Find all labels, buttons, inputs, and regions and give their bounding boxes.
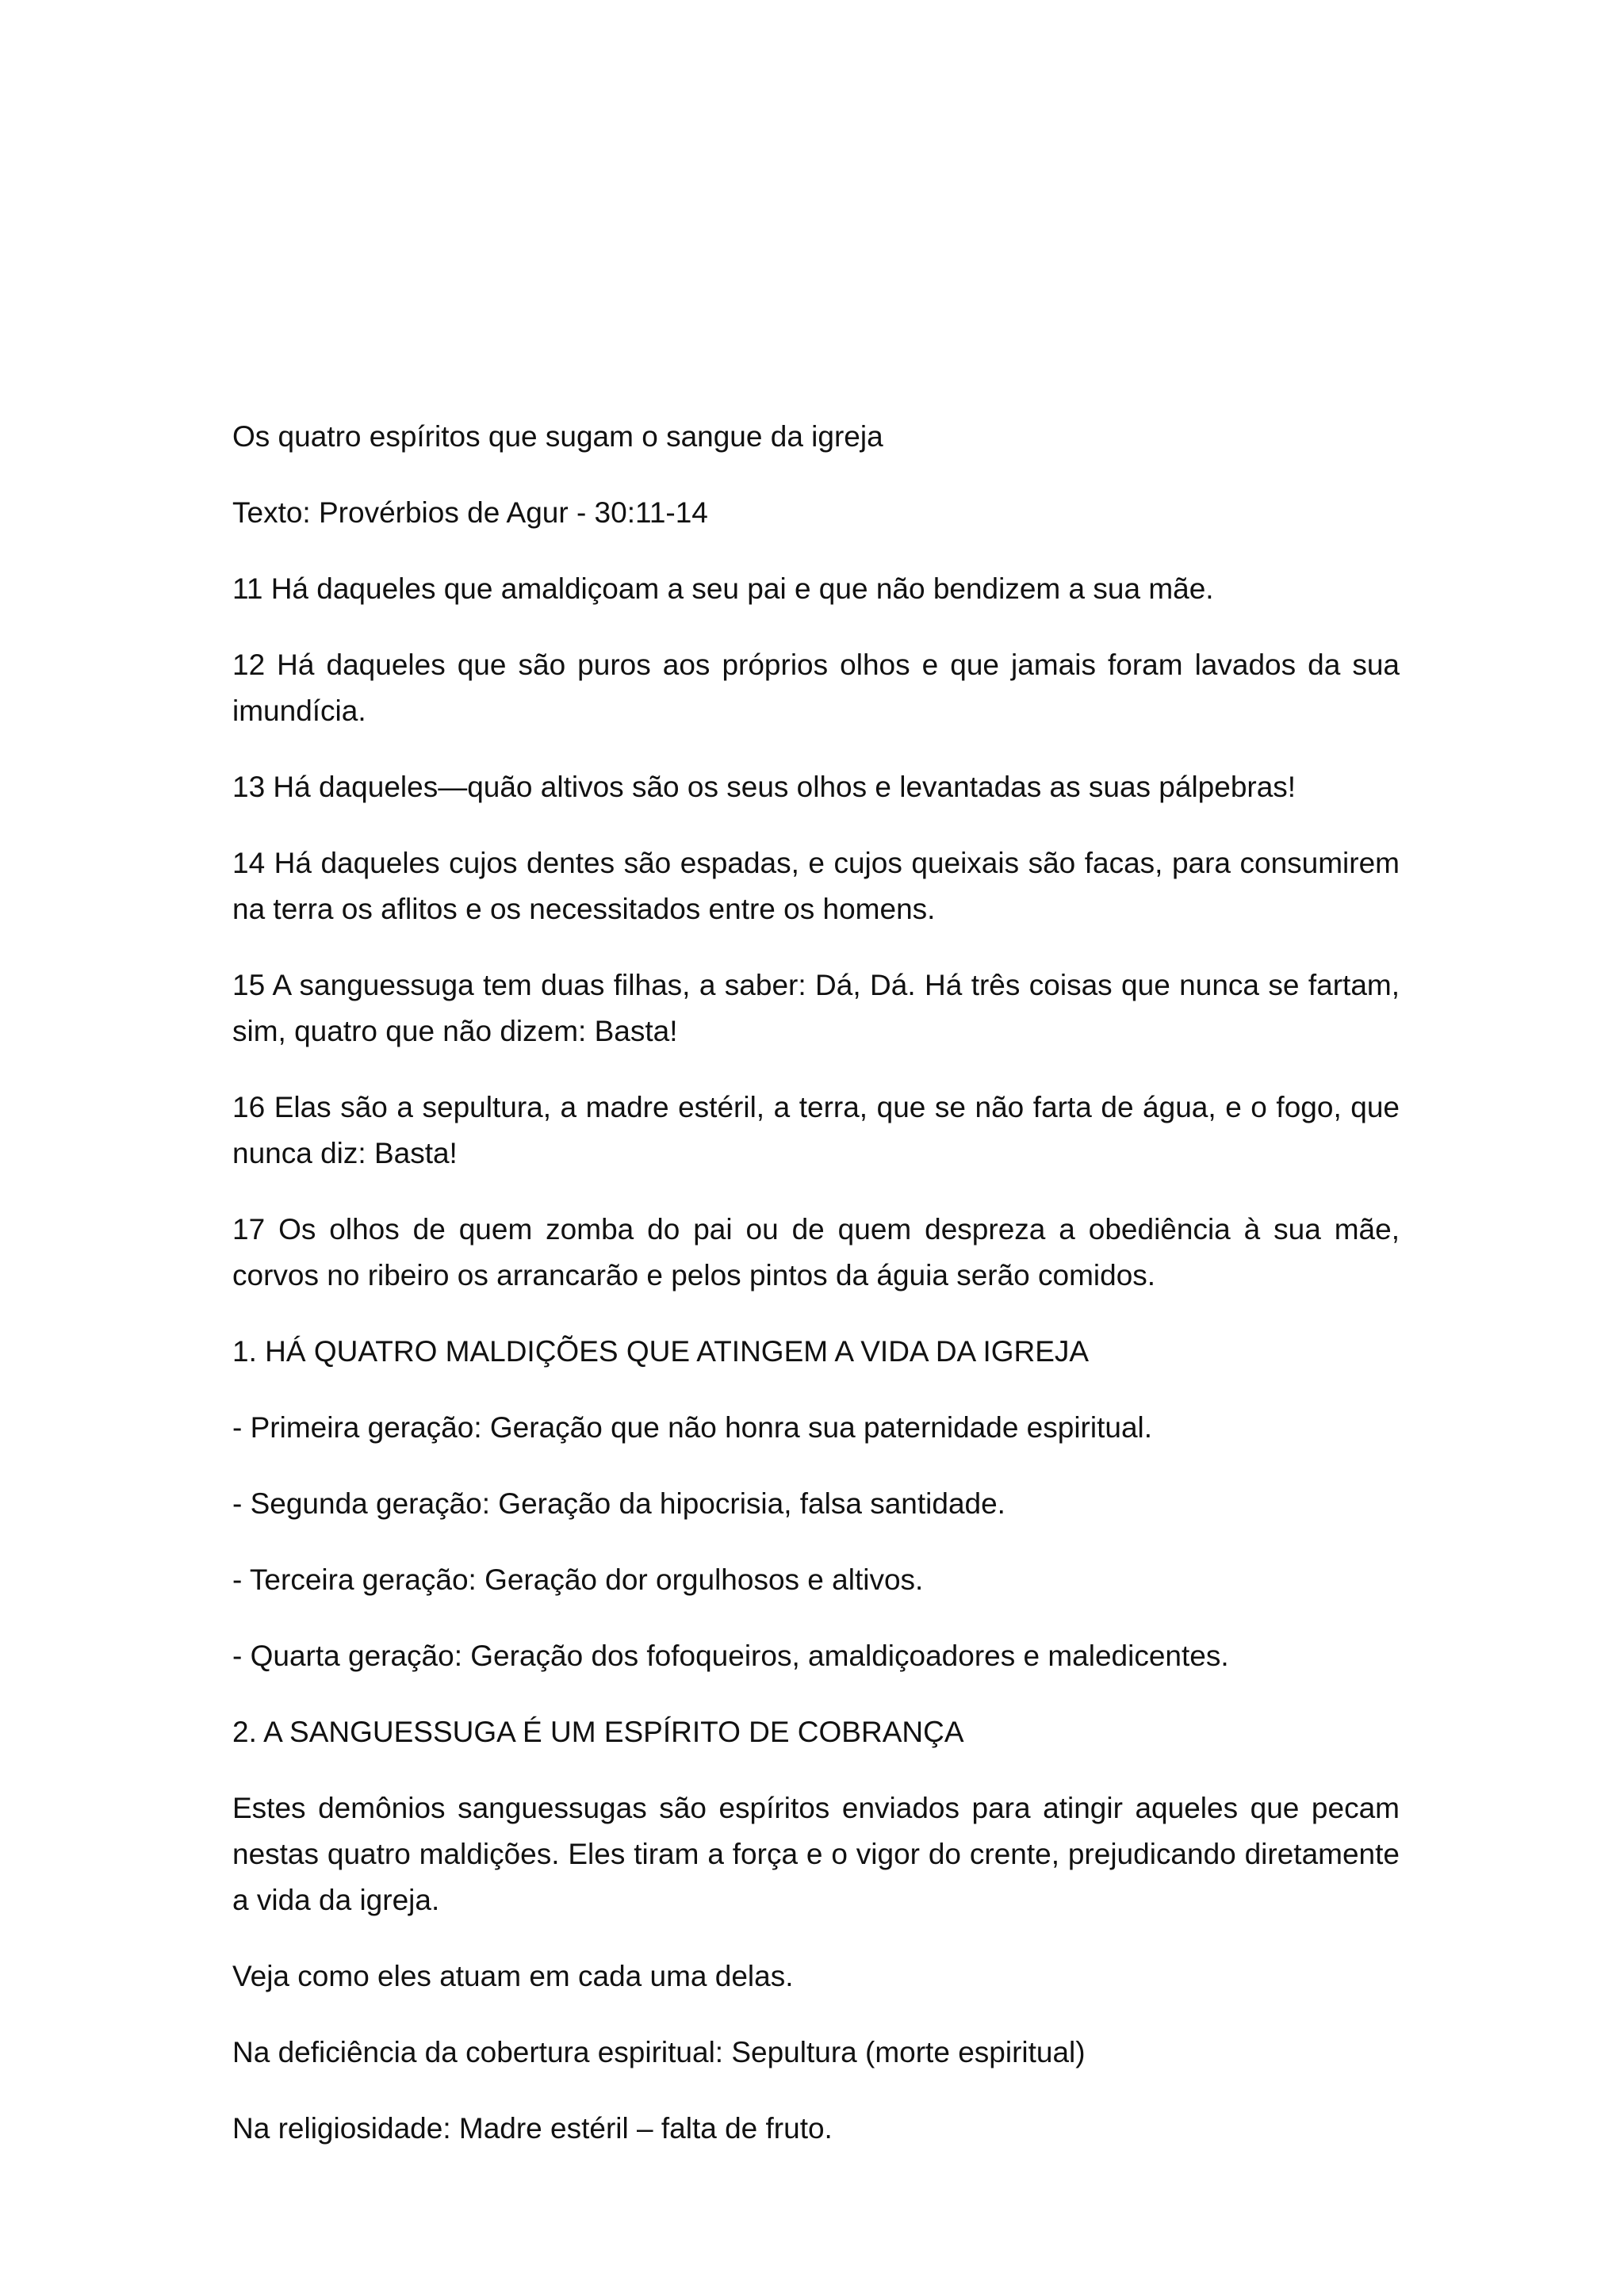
- scripture-reference: Texto: Provérbios de Agur - 30:11-14: [232, 496, 708, 529]
- generation-item-2: - Segunda geração: Geração da hipocrisia, falsa santidade.: [232, 1487, 1005, 1520]
- section-1-heading: 1. HÁ QUATRO MALDIÇÕES QUE ATINGEM A VIDA DA IGREJA: [232, 1335, 1090, 1368]
- section-2-intro: Veja como eles atuam em cada uma delas.: [232, 1960, 794, 1992]
- verse-12: 12 Há daqueles que são puros aos próprios olhos e que jamais foram lavados da sua imundícia.: [232, 649, 1400, 727]
- verse-16: 16 Elas são a sepultura, a madre estéril, a terra, que se não farta de água, e o fogo, que nunca diz: Basta!: [232, 1091, 1400, 1169]
- section-2-paragraph: Estes demônios sanguessugas são espíritos enviados para atingir aqueles que pecam nestas quatro maldições. Eles tiram a força e o vigor do crente, prejudicando diretamente a vida da igreja.: [232, 1792, 1400, 1916]
- verse-14: 14 Há daqueles cujos dentes são espadas, e cujos queixais são facas, para consumirem na terra os aflitos e os necessitados entre os homens.: [232, 847, 1400, 925]
- document-page: [232, 414, 1400, 2182]
- section-2-heading: 2. A SANGUESSUGA É UM ESPÍRITO DE COBRANÇA: [232, 1716, 964, 1748]
- verse-11: 11 Há daqueles que amaldiçoam a seu pai e que não bendizem a sua mãe.: [232, 572, 1214, 605]
- verse-17: 17 Os olhos de quem zomba do pai ou de quem despreza a obediência à sua mãe, corvos no ribeiro os arrancarão e pelos pintos da águia serão comidos.: [232, 1213, 1400, 1292]
- document-title: Os quatro espíritos que sugam o sangue da igreja: [232, 420, 883, 453]
- generation-item-1: - Primeira geração: Geração que não honra sua paternidade espiritual.: [232, 1411, 1153, 1444]
- generation-item-4: - Quarta geração: Geração dos fofoqueiros, amaldiçoadores e maledicentes.: [232, 1640, 1229, 1672]
- verse-15: 15 A sanguessuga tem duas filhas, a saber: Dá, Dá. Há três coisas que nunca se fartam, sim, quatro que não dizem: Basta!: [232, 969, 1400, 1047]
- section-2-line-2: Na religiosidade: Madre estéril – falta de fruto.: [232, 2112, 833, 2145]
- generation-item-3: - Terceira geração: Geração dor orgulhosos e altivos.: [232, 1563, 924, 1596]
- section-2-line-1: Na deficiência da cobertura espiritual: Sepultura (morte espiritual): [232, 2036, 1086, 2068]
- verse-13: 13 Há daqueles—quão altivos são os seus olhos e levantadas as suas pálpebras!: [232, 771, 1297, 803]
